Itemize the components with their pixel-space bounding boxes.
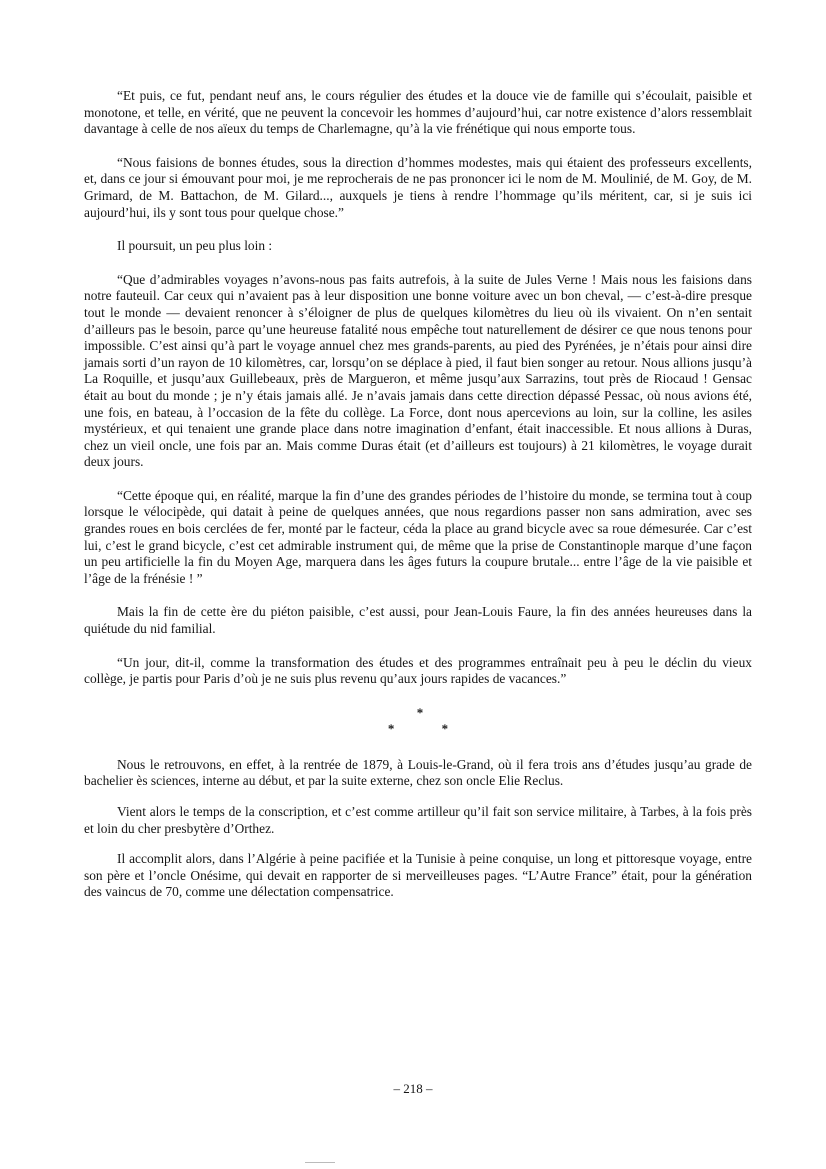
paragraph-3: Il poursuit, un peu plus loin : [117, 238, 273, 254]
paragraph-7: “Un jour, dit-il, comme la transformation des études et des programmes entraînait peu à peu le déclin du vieux collège, je partis pour Paris d’où je ne suis plus revenu qu’aux jours rapides de vacances.” [84, 654, 752, 687]
separator-bottom-stars: * * [387, 720, 471, 736]
section-separator [84, 705, 752, 737]
scan-artifact-line [305, 1162, 335, 1163]
paragraph-4: “Que d’admirables voyages n’avons-nous pas faits autrefois, à la suite de Jules Verne ! Mais nous les faisions dans notre fauteuil. Car ceux qui n’avaient pas à leur disposition une bonne voiture avec un bon cheval, — c’est-à-dire presque tout le monde — devaient renoncer à s’éloigner de plus de quelques kilomètres du lieu où ils vivaient. On n’en sentait d’ailleurs pas le besoin, parce qu’une heureuse fatalité nous empêche tout naturellement de désirer ce que nous tenons pour impossible. C’est ainsi qu’à part le voyage annuel chez mes grands-parents, au pied des Pyrénées, je n’étais pour ainsi dire jamais sorti d’un rayon de 10 kilomètres, car, lorsqu’on se déplace à pied, il faut bien songer au retour. Nous allions jusqu’à La Roquille, et jusqu’aux Guillebeaux, près de Margueron, et même jusqu’aux Sarrazins, tout près de Riocaud ! Gensac était au bout du monde ; je n’y étais jamais allé. Je n’avais jamais dans cette direction dépassé Pessac, où nous avions été, une fois, en bateau, à l’occasion de la fête du collège. La Force, dont nous apercevions au loin, sur la colline, les asiles mystérieux, et qui tenaient une grande place dans notre imagination d’enfant, était inaccessible. Et nous allions à Duras, chez un vieil oncle, une fois par an. Mais comme Duras était (et d’ailleurs est toujours) à 21 kilomètres, le voyage durait deux jours. [84, 271, 752, 470]
body-text [84, 88, 752, 915]
paragraph-6: Mais la fin de cette ère du piéton paisible, c’est aussi, pour Jean-Louis Faure, la fin des années heureuses dans la quiétude du nid familial. [84, 604, 752, 637]
paragraph-8: Nous le retrouvons, en effet, à la rentrée de 1879, à Louis-le-Grand, où il fera trois ans d’études jusqu’au grade de bachelier ès sciences, interne au début, et par la suite externe, chez son oncle Elie Reclus. [84, 756, 752, 789]
page-number: – 218 – [393, 1081, 433, 1096]
paragraph-1: “Et puis, ce fut, pendant neuf ans, le cours régulier des études et la douce vie de famille qui s’écoulait, paisible et monotone, et telle, en vérité, que ne peuvent la concevoir les hommes d’aujourd’hui, car notre existence d’alors ressemblait davantage à celle de nos aïeux du temps de Charlemagne, qu’à la vie frénétique qui nous emporte tous. [84, 88, 752, 137]
paragraph-5: “Cette époque qui, en réalité, marque la fin d’une des grandes périodes de l’histoire du monde, se termina tout à coup lorsque le vélocipède, qui datait à peine de quelques années, que nous regardions passer non sans admiration, avec ses grandes roues en bois cerclées de fer, monté par le facteur, céda la place au grand bicycle avec sa roue démesurée. Car c’est lui, c’est le grand bicycle, c’est cet admirable instrument qui, de même que la prise de Constantinople marque d’une façon un peu artificielle la fin du Moyen Age, marquera dans les âges futurs la coupure brutale... entre l’âge de la vie paisible et l’âge de la frénésie ! ” [84, 487, 752, 586]
paragraph-10: Il accomplit alors, dans l’Algérie à peine pacifiée et la Tunisie à peine conquise, un long et pittoresque voyage, entre son père et l’oncle Onésime, qui devait en rapporter de si merveilleuses pages. “L’Autre France” était, pour la génération des vaincus de 70, comme une délectation compensatrice. [84, 851, 752, 900]
separator-top-star: * [416, 704, 424, 720]
paragraph-2: “Nous faisions de bonnes études, sous la direction d’hommes modestes, mais qui étaient des professeurs excellents, et, dans ce jour si émouvant pour moi, je me reprocherais de ne pas prononcer ici le nom de M. Moulinié, de M. Goy, de M. Grimard, de M. Battachon, de M. Gilard..., auxquels je tiens à rendre l’hommage qu’ils méritent, car, si je suis ici aujourd’hui, ils y sont tous pour quelque chose.” [84, 154, 752, 220]
paragraph-9: Vient alors le temps de la conscription, et c’est comme artilleur qu’il fait son service militaire, à Tarbes, à la fois près et loin du cher presbytère d’Orthez. [84, 804, 752, 836]
